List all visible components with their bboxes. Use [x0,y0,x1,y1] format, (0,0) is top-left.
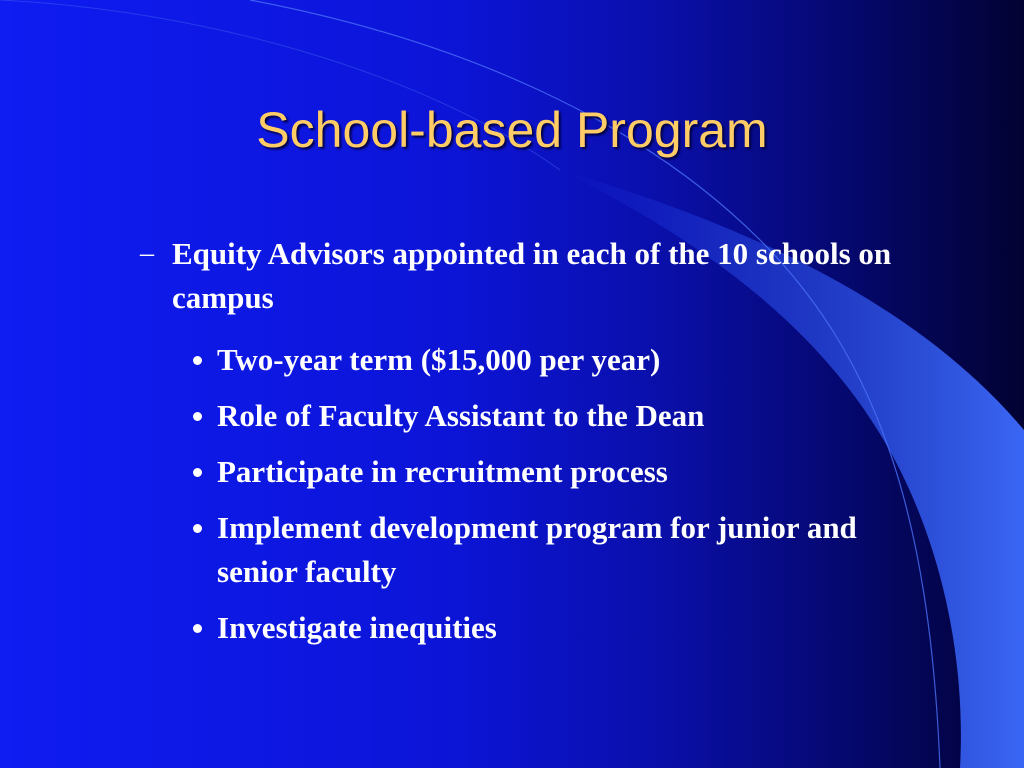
bullet-dot-icon [193,356,202,365]
sub-bullet-list [190,338,890,662]
sub-bullet [190,394,890,438]
sub-bullet-text: Implement development program for junior and senior faculty [217,510,857,589]
sub-bullet-text: Role of Faculty Assistant to the Dean [217,398,705,433]
dash-marker: – [140,238,154,269]
bullet-dot-icon [193,468,202,477]
sub-bullet [190,606,890,650]
main-bullet-text: Equity Advisors appointed in each of the 10 schools on campus [172,236,892,315]
sub-bullet [190,450,890,494]
sub-bullet-text: Participate in recruitment process [217,454,668,489]
bullet-dot-icon [193,412,202,421]
bullet-dot-icon [193,624,202,633]
bullet-dot-icon [193,524,202,533]
slide-title: School-based Program [256,102,768,158]
sub-bullet [190,506,890,594]
sub-bullet-text: Investigate inequities [217,610,497,645]
sub-bullet [190,338,890,382]
sub-bullet-text: Two-year term ($15,000 per year) [217,342,661,377]
main-bullet [140,232,930,320]
